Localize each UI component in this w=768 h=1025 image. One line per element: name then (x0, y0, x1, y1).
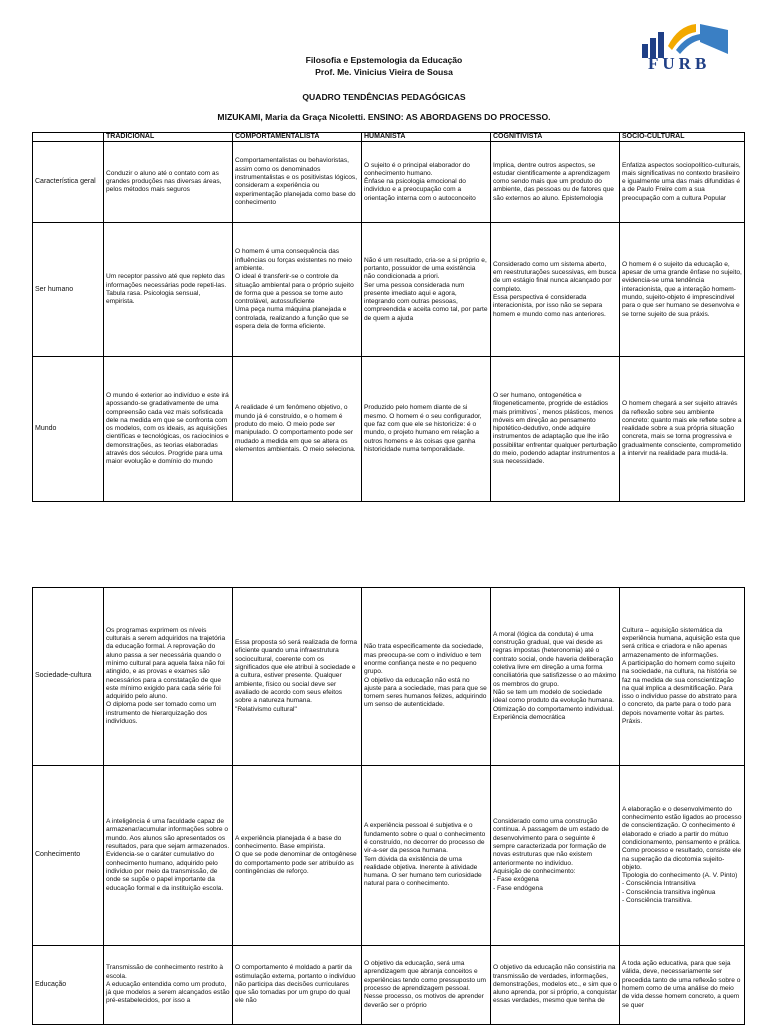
reference-line: MIZUKAMI, Maria da Graça Nicoletti. ENSINO: AS ABORDAGENS DO PROCESSO. (217, 112, 551, 122)
column-header (33, 133, 104, 142)
table-cell: O homem é uma consequência das influências ou forças existentes no meio ambiente. O ideal é transferir-se o controle da situação ambiental para o próprio sujeito de forma que a pessoa se torne auto controlável, autossuficiente Uma peça numa máquina planejada e controlada, realizando a função que se espera dela de forma eficiente. (233, 223, 362, 357)
table-header-row (33, 133, 745, 142)
table-cell: A moral (lógica da conduta) é uma construção gradual, que vai desde as regras impostas (heteronomia) até o contrato social, onde haveria deliberação coletiva livre em direção a uma forma conciliatória que satisfizesse o ao máximo os membros do grupo. Não se tem um modelo de sociedade ideal como produto da evolução humana. Otimização do comportamento individual. Experiência democrática (491, 588, 620, 766)
table-cell: Considerado como um sistema aberto, em reestruturações sucessivas, em busca de um estágio final nunca alcançado por completo. Essa perspectiva é considerada interacionista, por isso não se separa homem e mundo como nas anteriores. (491, 223, 620, 357)
row-label: Sociedade-cultura (33, 588, 104, 766)
table-cell: Produzido pelo homem diante de si mesmo. O homem é o seu configurador, que faz com que ele se historicize: é o mundo, o projeto humano em relação a outros homens e às coisas que ganha historicidade numa temporalidade. (362, 357, 491, 502)
column-header-tradicional: TRADICIONAL (104, 133, 233, 142)
table-cell: A experiência planejada é a base do conhecimento. Base empirista. O que se pode denominar de ontogênese do comportamento pode ser atribuído as contingências de reforço. (233, 766, 362, 946)
logo-wing (700, 24, 728, 54)
teacher-name: Prof. Me. Vinicius Vieira de Sousa (315, 67, 453, 77)
row-label: Educação (33, 946, 104, 1025)
table-cell: O comportamento é moldado a partir da estimulação externa, portanto o indivíduo não participa das decisões curriculares que são tomadas por um grupo do qual ele não (233, 946, 362, 1025)
logo-text: FURB (648, 54, 711, 73)
table-cell: Conduzir o aluno até o contato com as grandes produções nas diversas áreas, pelos métodos mais seguros (104, 142, 233, 223)
table-cell: Essa proposta só será realizada de forma eficiente quando uma infraestrutura sociocultural, coerente com os significados que ele atribui à sociedade e a cultura, estiver presente. Qualquer ambiente, físico ou social deve ser avaliado de acordo com seus efeitos sobre a natureza humana. "Relativismo cultural" (233, 588, 362, 766)
tendencias-table-page2 (32, 587, 745, 1025)
column-header-socio-cultural: SÓCIO-CULTURAL (620, 133, 745, 142)
table-cell: O mundo é exterior ao indivíduo e este irá apossando-se gradativamente de uma compreensão cada vez mais sofisticada dele na medida em que se confronta com os modelos, com os ideais, as aquisições científicas e tecnológicas, os raciocínios e demonstrações, as teorias elaboradas através dos séculos. Progride para uma maior evolução e domínio do mundo (104, 357, 233, 502)
table-row-caracteristica-geral (33, 142, 745, 223)
table-cell (104, 223, 233, 357)
table-cell: Não é um resultado, cria-se a si próprio e, portanto, possuidor de uma existência não condicionada a priori. Ser uma pessoa considerada num presente imediato aqui e agora, integrando com outras pessoas, compreendida e aceita como tal, por parte de quem a ajuda (362, 223, 491, 357)
table-cell: O objetivo da educação, será uma aprendizagem que abranja conceitos e experiências tendo como pressuposto um processo de aprendizagem pessoal. Nesse processo, os motivos de aprender deverão ser o próprio (362, 946, 491, 1025)
table-cell: Os programas exprimem os níveis culturais a serem adquiridos na trajetória da educação formal. A reprovação do aluno passa a ser necessária quando o mínimo cultural para aquela faixa não foi atingido, e as provas e exames são necessários para a constatação de que este mínimo exigido para cada série foi adquirido pelo aluno. O diploma pode ser tomado como um instrumento de hierarquização dos indivíduos. (104, 588, 233, 766)
table-cell: O ser humano, ontogenética e filogeneticamente, progride de estádios mais primitivos´, menos plásticos, menos móveis em direção ao pensamento hipotético-dedutivo, onde adquire instrumentos de adaptação que lhe irão possibilitar enfrentar qualquer perturbação do meio, podendo adaptar instrumentos a sua necessidade. (491, 357, 620, 502)
row-label: Ser humano (33, 223, 104, 357)
table-cell: Enfatiza aspectos sociopolítico-culturais, mais significativas no contexto brasileiro e igualmente uma das mais difundidas é a de Paulo Freire com a sua preocupação com a cultura Popular (620, 142, 745, 223)
column-header-humanista: HUMANISTA (362, 133, 491, 142)
table-cell: Comportamentalistas ou behavioristas, assim como os denominados instrumentalistas e os positivistas lógicos, consideram a experiência ou experimentação planejada como base do conhecimento (233, 142, 362, 223)
table-cell: Não trata especificamente da sociedade, mas preocupa-se com o indivíduo e tem enorme confiança neste e no pequeno grupo. O objetivo da educação não está no ajuste para a sociedade, mas para que se tornem seres humanos felizes, adquirindo um senso de autenticidade. (362, 588, 491, 766)
table-cell: Considerado como uma construção contínua. A passagem de um estado de desenvolvimento para o seguinte é sempre caracterizada por formação de novas estruturas que não existem anteriormente no indivíduo. Aquisição de conhecimento: - Fase exógena - Fase endógena (491, 766, 620, 946)
table-subtitle: QUADRO TENDÊNCIAS PEDAGÓGICAS (302, 92, 466, 102)
table-cell: A experiência pessoal é subjetiva e o fundamento sobre o qual o conhecimento é construído, no decorrer do processo de vir-a-ser da pessoa humana. Tem dúvida da existência de uma realidade objetiva. Inerente à atividade humana. O ser humano tem curiosidade natural para o conhecimento. (362, 766, 491, 946)
cell-text: Um receptor passivo até que repleto das informações necessárias pode repeti-las. Tabula rasa. Psicologia sensual, empirista. (106, 273, 227, 306)
table-cell: A inteligência é uma faculdade capaz de armazenar/acumular informações sobre o mundo. Aos alunos são apresentados os resultados, para que sejam armazenados. Evidencia-se o caráter cumulativo do conhecimento humano, adquirido pelo indivíduo por meio da transmissão, de onde se supõe o papel importante da educação formal e da instituição escola. (104, 766, 233, 946)
table-cell: A toda ação educativa, para que seja válida, deve, necessariamente ser precedida tanto de uma reflexão sobre o homem como de uma análise do meio de vida desse homem concreto, a quem se quer (620, 946, 745, 1025)
table-row-educacao (33, 946, 745, 1025)
row-label: Conhecimento (33, 766, 104, 946)
table-row-sociedade-cultura (33, 588, 745, 766)
document-title: Filosofia e Epstemologia da Educação (305, 55, 463, 65)
table-row-mundo (33, 357, 745, 502)
table-cell: O sujeito é o principal elaborador do conhecimento humano. Ênfase na psicologia emocional do indivíduo e a preocupação com a orientação interna com o autoconceito (362, 142, 491, 223)
row-label: Mundo (33, 357, 104, 502)
table-cell: Cultura – aquisição sistemática da experiência humana, aquisição esta que será crítica e criadora e não apenas armazenamento de informações. A participação do homem como sujeito na sociedade, na cultura, na história se faz na medida de sua conscientização na qual implica a desmitificação. Para isso o indivíduo passe do abstrato para o concreto, da parte para o todo para depois novamente voltar às partes. Práxis. (620, 588, 745, 766)
table-row-ser-humano (33, 223, 745, 357)
table-cell: A elaboração e o desenvolvimento do conhecimento estão ligados ao processo de conscientização. O conhecimento é elaborado e criado a partir do mútuo condicionamento, pensamento e prática. Como processo e resultado, consiste ele na superação da dicotomia sujeito-objeto. Tipologia do conhecimento (A. V. Pinto) - Consciência Intransitiva - Consciência transitiva ingênua - Consciência transitiva. (620, 766, 745, 946)
tendencias-table-page1 (32, 132, 745, 502)
table-cell: O objetivo da educação não consistiria na transmissão de verdades, informações, demonstrações, modelos etc., e sim que o aluno aprenda, por si próprio, a conquistar essas verdades, mesmo que tenha de (491, 946, 620, 1025)
table-cell: A realidade é um fenômeno objetivo, o mundo já é construído, e o homem é produto do meio. O meio pode ser manipulado. O comportamento pode ser mudado a medida em que se altera os elementos ambientais. O meio seleciona. (233, 357, 362, 502)
table-cell: Transmissão de conhecimento restrito à escola. A educação entendida como um produto, já que modelos a serem alcançados estão pré-estabelecidos, por isso a (104, 946, 233, 1025)
column-header-comportamentalista: COMPORTAMENTALISTA (233, 133, 362, 142)
table-cell: Implica, dentre outros aspectos, se estudar cientificamente a aprendizagem como sendo mais que um produto do ambiente, das pessoas ou de fatores que são externos ao aluno. Epistemologia (491, 142, 620, 223)
table-row-conhecimento (33, 766, 745, 946)
column-header-cognitivista: COGNITIVISTA (491, 133, 620, 142)
row-label: Característica geral (33, 142, 104, 223)
table-cell: O homem é o sujeito da educação e, apesar de uma grande ênfase no sujeito, evidencia-se uma tendência interacionista, que a interação homem-mundo, sujeito-objeto é imprescindível para o que ser humano se desenvolva e se torne sujeito de sua práxis. (620, 223, 745, 357)
table-cell: O homem chegará a ser sujeito através da reflexão sobre seu ambiente concreto: quanto mais ele reflete sobre a realidade sobre a sua própria situação concreta, mais se torna progressiva e gradualmente consciente, comprometido a intervir na realidade para mudá-la. (620, 357, 745, 502)
